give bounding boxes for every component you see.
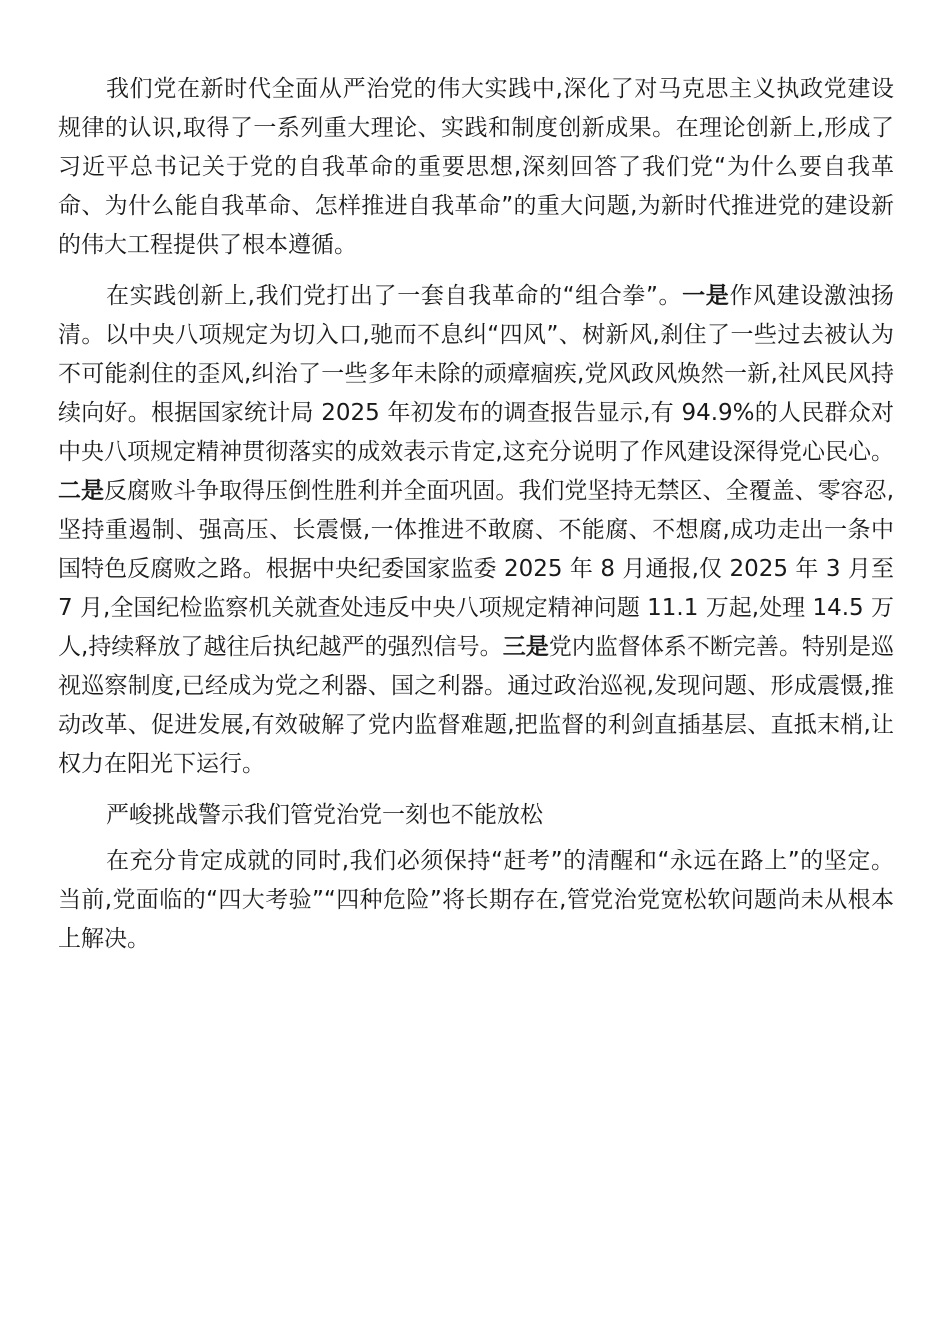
document-body xyxy=(58,70,894,959)
anti-corruption-text: 反腐败斗争取得压倒性胜利并全面巩固。我们党坚持无禁区、全覆盖、零容忍,坚持重遏制、强高压、长震慑,一体推进不敢腐、不能腐、不想腐,成功走出一条中国特色反腐败之路。根据中央纪委国家监委 2025 年 8 月通报,仅 2025 年 3 月至 7 月,全国纪检监察机关就查处违反中央八项规定精神问题 11.1 万起,处理 14.5 万人,持续释放了越往后执纪越严的强烈信号。 xyxy=(58,478,895,660)
keyword-second: 二是 xyxy=(58,478,105,504)
paragraph-practice-innovation xyxy=(58,277,894,784)
practice-intro-text: 在实践创新上,我们党打出了一套自我革命的“组合拳”。 xyxy=(106,283,683,309)
style-building-text: 作风建设激浊扬清。以中央八项规定为切入口,驰而不息纠“四风”、树新风,刹住了一些过去被认为不可能刹住的歪风,纠治了一些多年未除的顽瘴痼疾,党风政风焕然一新,社风民风持续向好。根据国家统计局 2025 年初发布的调查报告显示,有 94.9%的人民群众对中央八项规定精神贯彻落实的成效表示肯定,这充分说明了作风建设深得党心民心。 xyxy=(58,283,895,465)
supervision-text: 党内监督体系不断完善。特别是巡视巡察制度,已经成为党之利器、国之利器。通过政治巡视,发现问题、形成震慑,推动改革、促进发展,有效破解了党内监督难题,把监督的利剑直插基层、直抵末梢,让权力在阳光下运行。 xyxy=(58,634,895,777)
paragraph-challenges: 在充分肯定成就的同时,我们必须保持“赶考”的清醒和“永远在路上”的坚定。当前,党面临的“四大考验”“四种危险”将长期存在,管党治党宽松软问题尚未从根本上解决。 xyxy=(58,848,894,952)
keyword-third: 三是 xyxy=(502,634,549,660)
section-heading: 严峻挑战警示我们管党治党一刻也不能放松 xyxy=(106,802,543,828)
keyword-first: 一是 xyxy=(682,283,730,309)
paragraph-theory-innovation: 我们党在新时代全面从严治党的伟大实践中,深化了对马克思主义执政党建设规律的认识,取得了一系列重大理论、实践和制度创新成果。在理论创新上,形成了习近平总书记关于党的自我革命的重要思想,深刻回答了我们党“为什么要自我革命、为什么能自我革命、怎样推进自我革命”的重大问题,为新时代推进党的建设新的伟大工程提供了根本遵循。 xyxy=(58,76,894,258)
